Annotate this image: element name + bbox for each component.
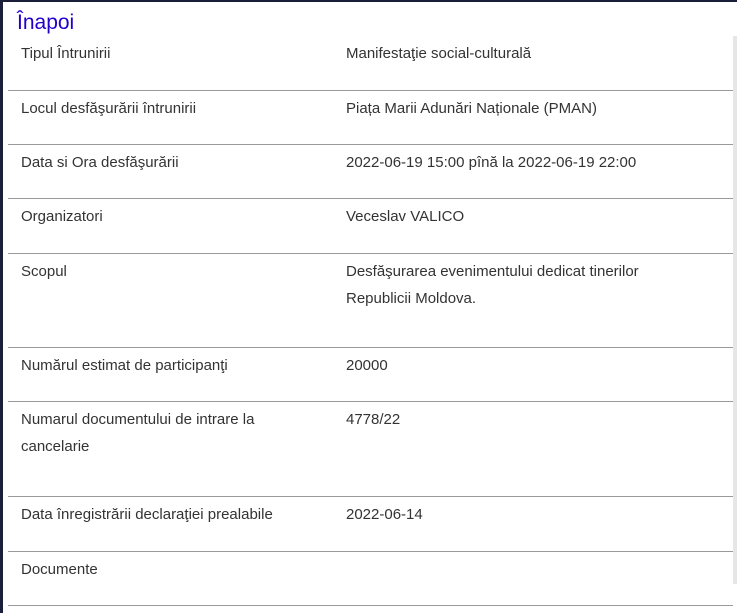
detail-row-document-number <box>8 402 733 497</box>
detail-label: Numarul documentului de intrare la cancelarie <box>21 411 255 455</box>
window-frame-left <box>0 0 3 613</box>
detail-value: 2022-06-19 15:00 pînă la 2022-06-19 22:00 <box>346 154 637 171</box>
detail-value <box>333 552 733 605</box>
detail-value: Piața Marii Adunări Naționale (PMAN) <box>346 100 597 117</box>
detail-row-meeting-type <box>8 36 733 91</box>
detail-label: Scopul <box>21 263 67 280</box>
detail-label: Data si Ora desfăşurării <box>21 154 179 171</box>
detail-row-participants <box>8 348 733 402</box>
detail-row-location <box>8 91 733 145</box>
meeting-details-table <box>8 36 733 606</box>
detail-label: Tipul Întrunirii <box>21 45 111 62</box>
detail-value: Desfăşurarea evenimentului dedicat tinerilor Republicii Moldova. <box>346 263 639 307</box>
detail-value: 4778/22 <box>346 411 401 428</box>
detail-label: Organizatori <box>21 208 103 225</box>
detail-row-date-time <box>8 145 733 199</box>
detail-value: Veceslav VALICO <box>346 208 465 225</box>
detail-row-documents <box>8 552 733 606</box>
back-link[interactable]: Înapoi <box>17 11 75 34</box>
detail-label: Data înregistrării declaraţiei prealabile <box>21 506 273 523</box>
detail-row-organizers <box>8 199 733 254</box>
scrollbar[interactable] <box>733 36 737 584</box>
detail-label: Locul desfăşurării întrunirii <box>21 100 197 117</box>
window-frame-top <box>0 0 737 2</box>
detail-value: Manifestaţie social-culturală <box>346 45 532 62</box>
detail-row-purpose <box>8 254 733 348</box>
detail-label: Documente <box>21 561 98 578</box>
detail-value: 20000 <box>346 357 388 374</box>
detail-label: Numărul estimat de participanţi <box>21 357 228 374</box>
detail-value: 2022-06-14 <box>346 506 423 523</box>
detail-row-registration-date <box>8 497 733 552</box>
